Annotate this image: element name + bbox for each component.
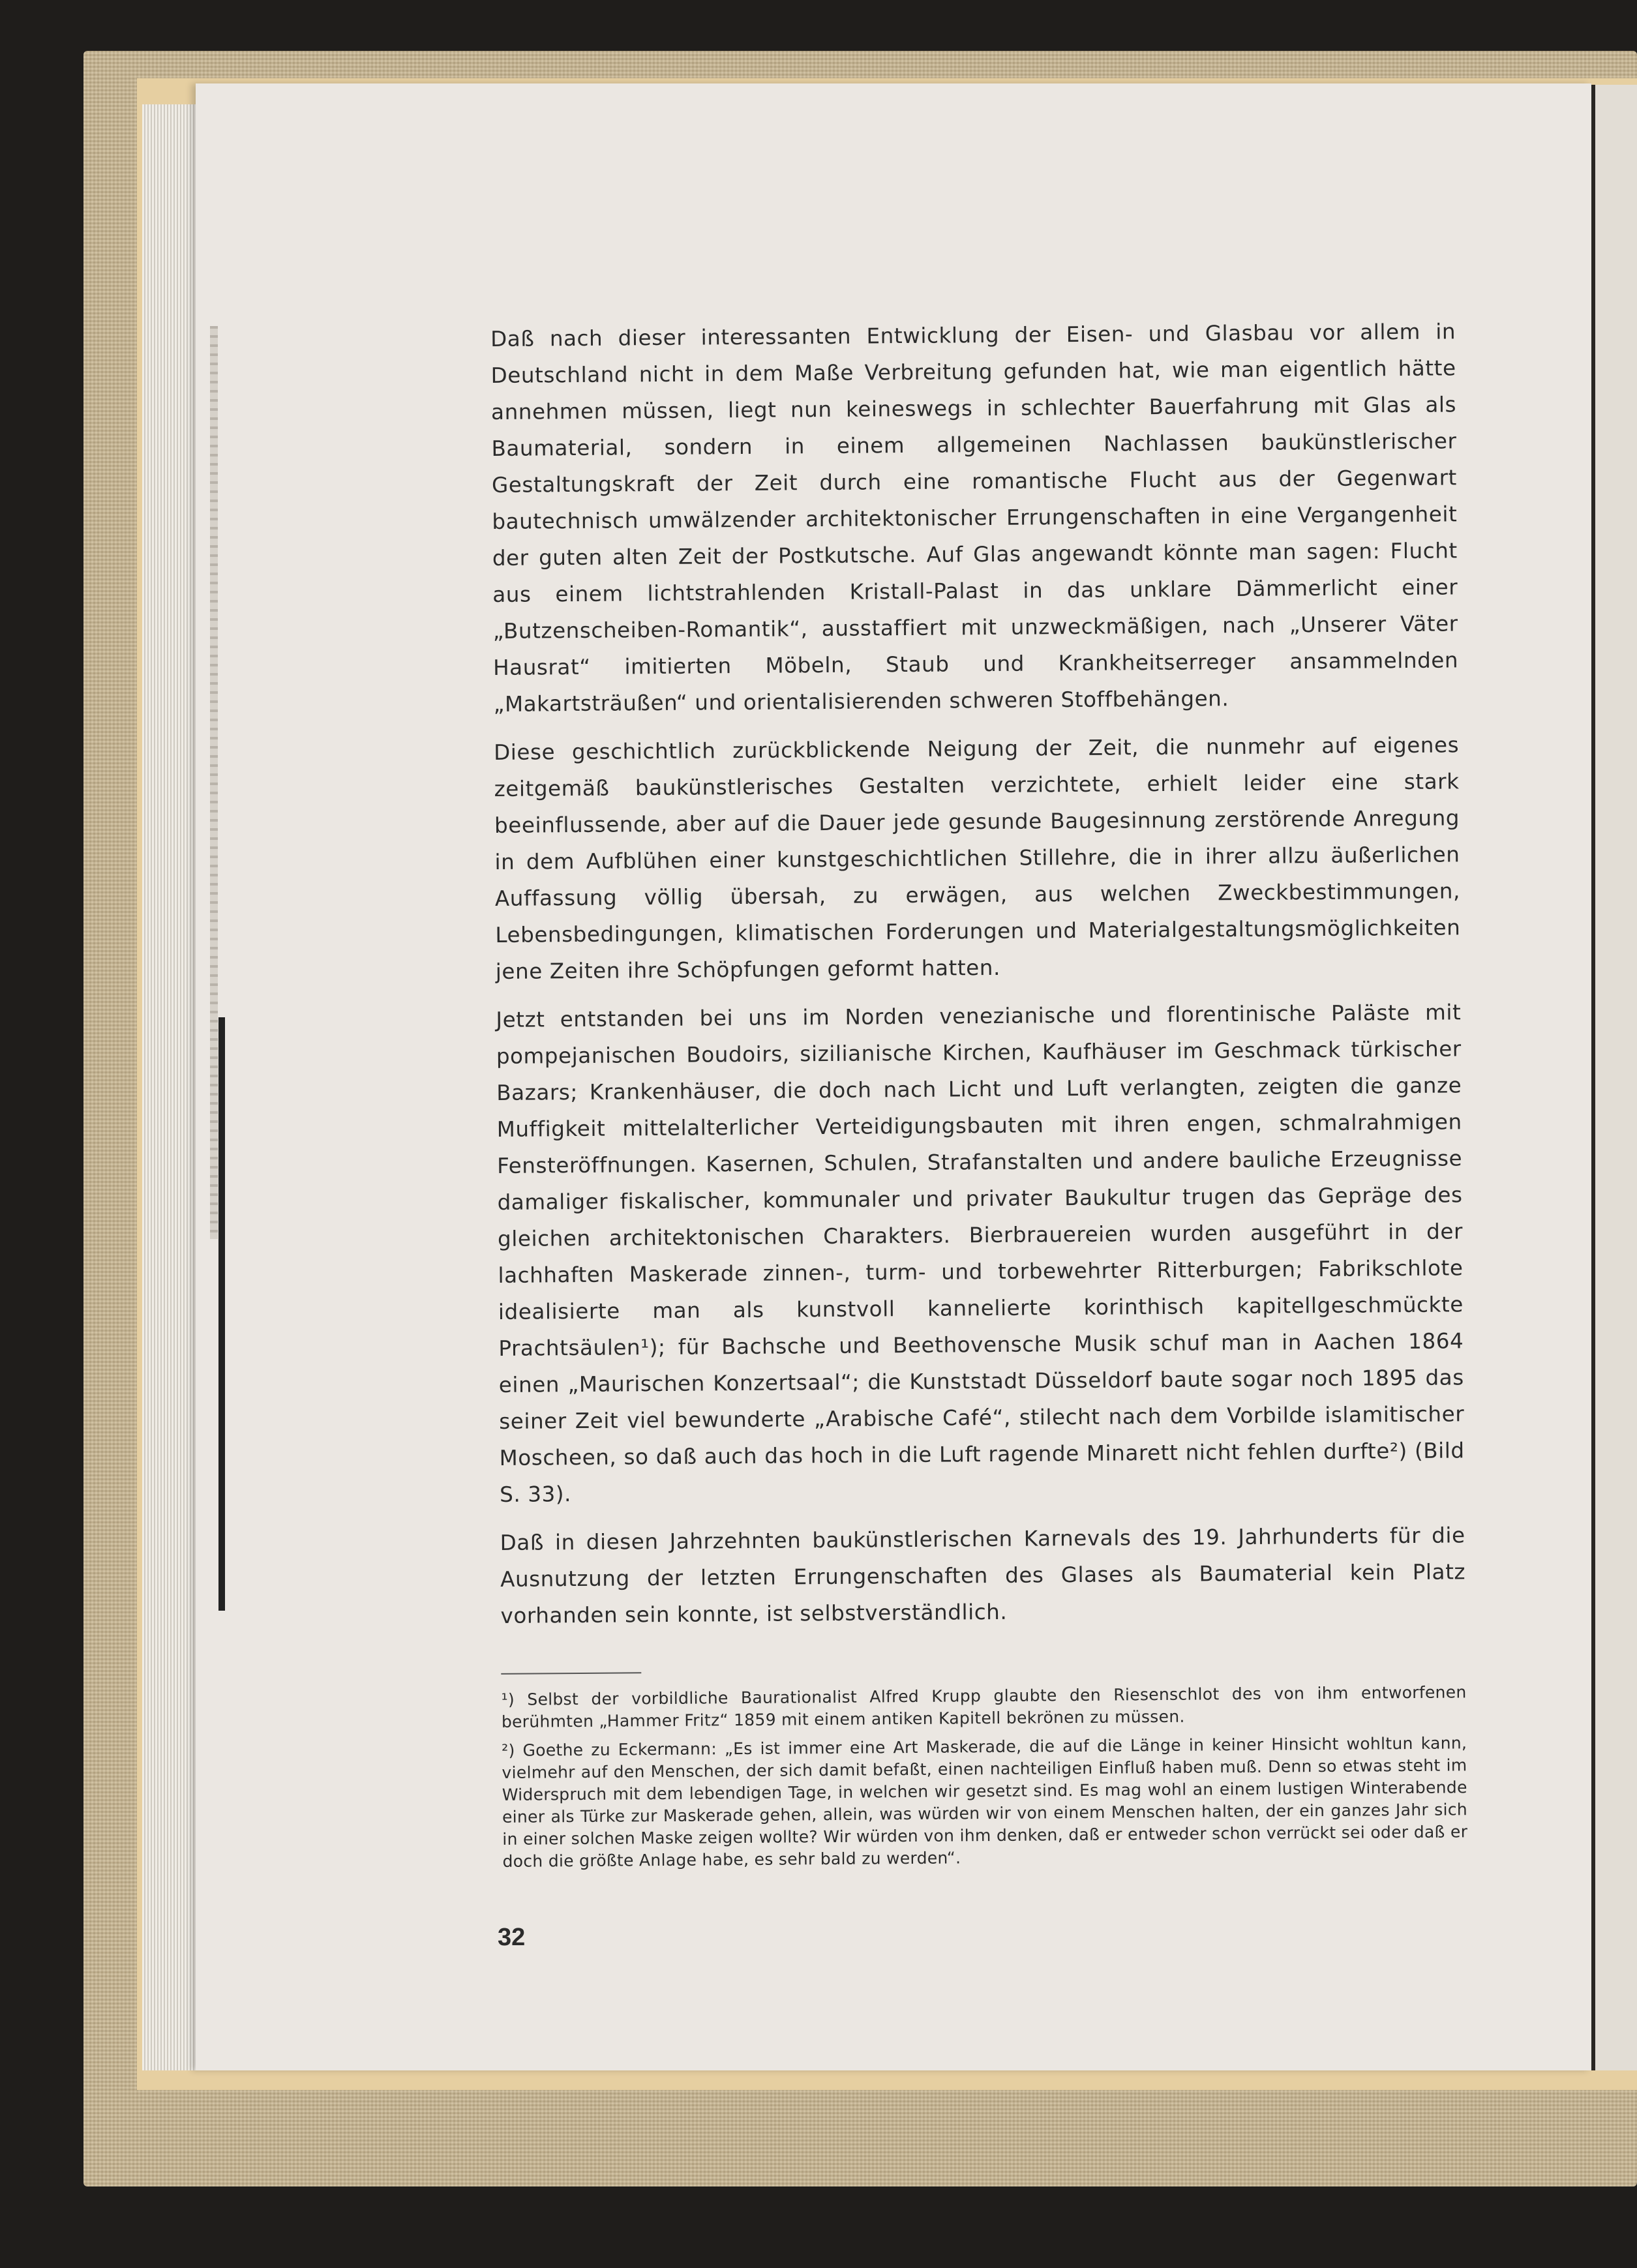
paragraph-2: Diese geschichtlich zurückblickende Neigung der Zeit, die nunmehr auf eigenes zeitgemäß baukünstlerisches Gestalten verzichtete, erhielt leider eine stark beeinflussende, aber auf die Dauer jede gesunde Baugesinnung zerstörende Anregung in dem Aufblühen einer kunstgeschichtlichen Stillehre, die in ihrer allzu äußerlichen Auffassung völlig übersah, zu erwägen, aus welchen Zweckbestimmungen, Lebensbedingungen, klimatischen Forderungen und Materialgestaltungsmöglichkeiten jene Zeiten ihre Schöpfungen geformt hatten.: [494, 732, 1461, 984]
page-text: [490, 313, 1468, 1879]
paragraph-4: Daß in diesen Jahrzehnten baukünstlerischen Karnevals des 19. Jahrhunderts für die Ausnutzung der letzten Errungenschaften des Glases als Baumaterial kein Platz vorhanden sein konnte, ist selbstverständlich.: [500, 1523, 1466, 1628]
footnotes: [501, 1665, 1467, 1873]
paragraph-3: Jetzt entstanden bei uns im Norden venezianische und florentinische Paläste mit pompejanischen Boudoirs, sizilianische Kirchen, Kaufhäuser im Geschmack türkischer Bazars; Krankenhäuser, die doch nach Licht und Luft verlangten, zeigten die ganze Muffigkeit mittelalterlicher Verteidigungsbauten mit ihren engen, schmalrahmigen Fensteröffnungen. Kasernen, Schulen, Strafanstalten und andere bauliche Erzeugnisse damaliger fiskalischer, kommunaler und privater Baukultur trugen das Gepräge des gleichen architektonischen Charakters. Bierbrauereien wurden ausgeführt in der lachhaften Maskerade zinnen-, turm- und torbewehrter Ritterburgen; Fabrikschlote idealisierte man als kunstvoll kannelierte korinthisch kapitellgeschmückte Prachtsäulen¹); für Bachsche und Beethovensche Musik schuf man in Aachen 1864 einen „Maurischen Konzertsaal“; die Kunststadt Düsseldorf baute sogar noch 1895 das seiner Zeit viel bewunderte „Arabische Café“, stilecht nach dem Vorbilde islamitischer Moscheen, so daß auch das hoch in die Luft ragende Minarett nicht fehlen durfte²) (Bild S. 33).: [496, 1000, 1465, 1507]
page-edges: [142, 104, 204, 2070]
page-number: 32: [498, 1924, 526, 1951]
gutter-shadow: [210, 326, 218, 1239]
facing-page-edge: [1591, 85, 1637, 2070]
gutter-mark: [218, 1017, 225, 1611]
footnote-1: ¹) Selbst der vorbildliche Baurationalist Alfred Krupp glaubte den Riesenschlot des von ihm entworfenen berühmten „Hammer Fritz“ 1859 mit einem antiken Kapitell bekrönen zu müssen.: [501, 1682, 1467, 1731]
footnote-rule: [501, 1672, 641, 1675]
footnote-2: ²) Goethe zu Eckermann: „Es ist immer eine Art Maskerade, die auf die Länge in keiner Hinsicht wohltun kann, vielmehr auf den Menschen, der sich damit befaßt, einen nachteiligen Einfluß haben muß. Denn so etwas steht im Widerspruch mit dem lebendigen Tage, in welchen wir gesetzt sind. Es mag wohl an einem lustigen Winterabende einer als Türke zur Maskerade gehen, allein, was würden wir von einem Menschen halten, der ein ganzes Jahr sich in einer solchen Maske zeigen wollte? Wir würden von ihm denken, daß er entweder schon verrückt sei oder daß er doch die größte Anlage habe, es sehr bald zu werden“.: [502, 1733, 1468, 1871]
paragraph-1: Daß nach dieser interessanten Entwicklung der Eisen- und Glasbau vor allem in Deutschland nicht in dem Maße Verbreitung gefunden hat, wie man eigentlich hätte annehmen müssen, liegt nun keineswegs in schlechter Bauerfahrung mit Glas als Baumaterial, sondern in einem allgemeinen Nachlassen baukünstlerischer Gestaltungskraft der Zeit durch eine romantische Flucht aus der Gegenwart bautechnisch umwälzender architektonischer Errungenschaften in eine Vergangenheit der guten alten Zeit der Postkutsche. Auf Glas angewandt könnte man sagen: Flucht aus einem lichtstrahlenden Kristall-Palast in das unklare Dämmerlicht einer „Butzenscheiben-Romantik“, ausstaffiert mit unzweckmäßigen, nach „Unserer Väter Hausrat“ imitierten Möbeln, Staub und Krankheitserreger ansammelnden „Makartsträußen“ und orientalisierenden schweren Stoffbehängen.: [490, 319, 1459, 717]
